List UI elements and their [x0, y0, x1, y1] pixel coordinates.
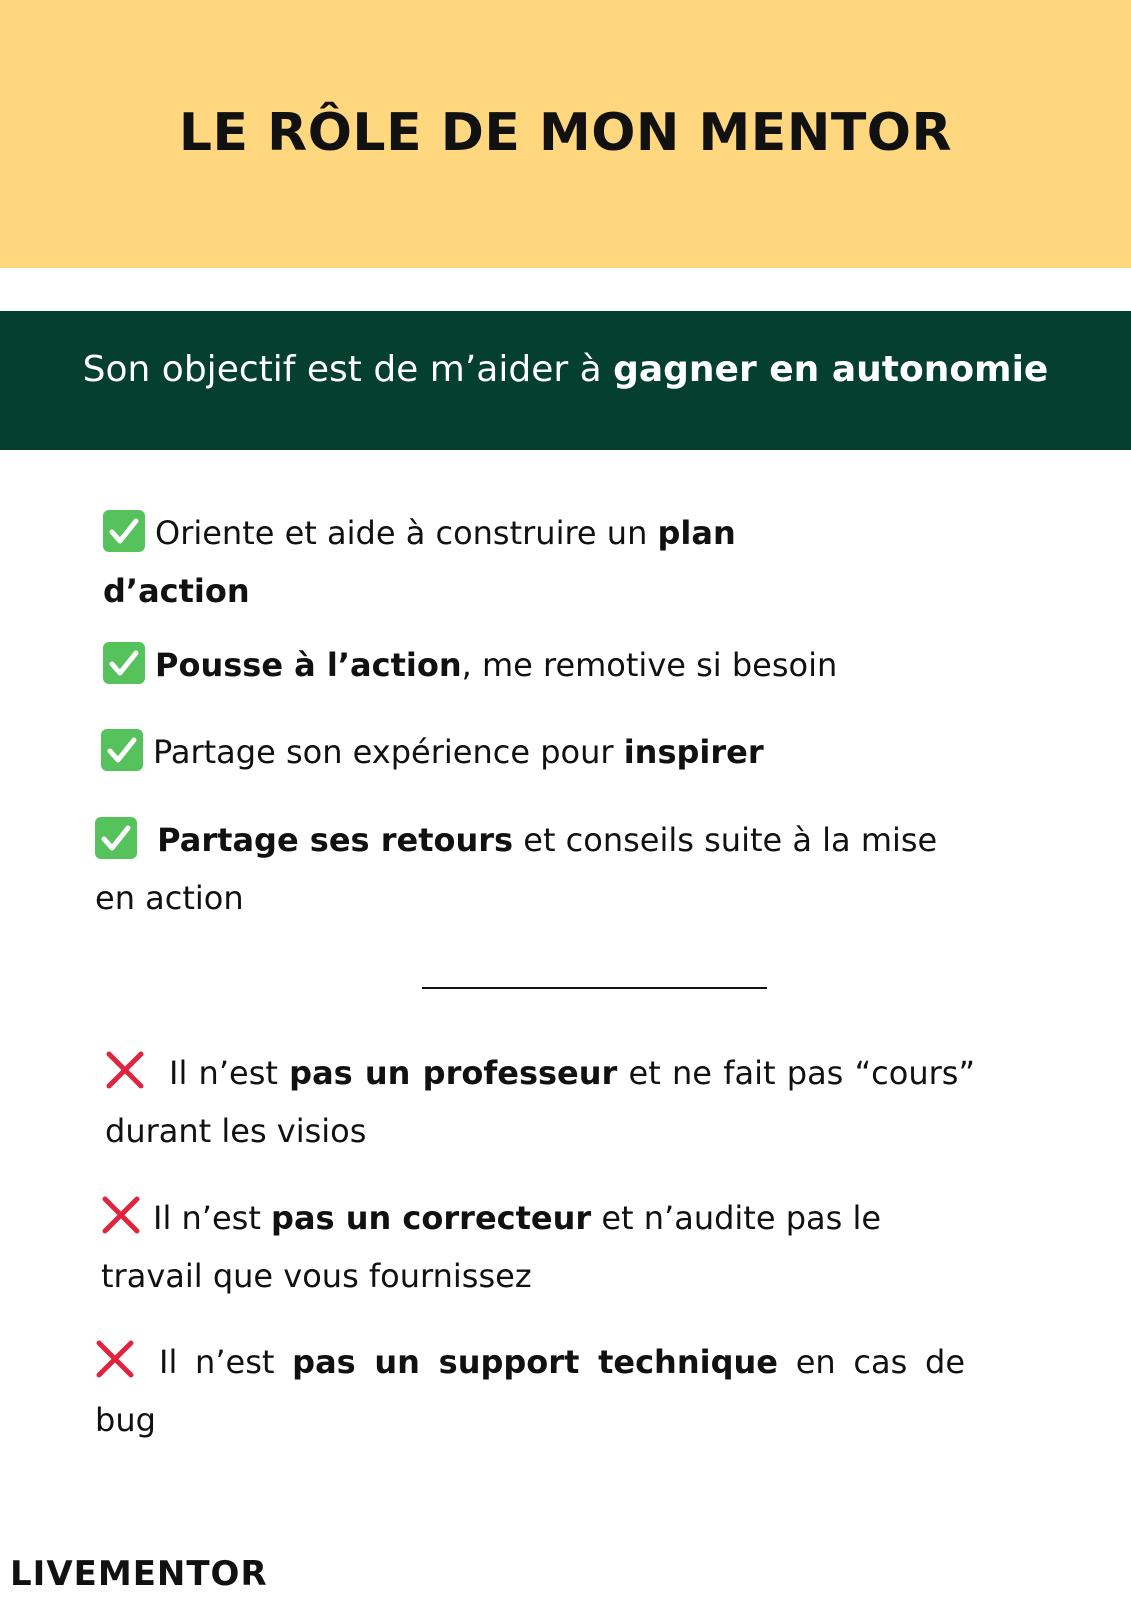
positive-item [103, 636, 1003, 694]
positive-item-text: Oriente et aide à construire un [155, 514, 658, 552]
negative-item-bold: pas un professeur [289, 1054, 618, 1092]
livementor-logo: LIVEMENTOR [10, 1554, 268, 1594]
negative-item [101, 1189, 971, 1305]
negative-item-text: Il n’est [159, 1343, 293, 1381]
negative-item [105, 1044, 975, 1160]
negative-item-text: Il n’est [169, 1054, 290, 1092]
page-title: LE RÔLE DE MON MENTOR [178, 103, 953, 163]
negative-item-text-after: et n’audite pas le travail que vous fournissez [101, 1199, 882, 1295]
positive-item [95, 811, 945, 927]
check-mark-icon [95, 817, 137, 859]
cross-mark-icon [95, 1339, 135, 1379]
negative-item-text-after: et ne fait pas “cours” durant les visios [105, 1054, 976, 1150]
positive-item-text: Partage son expérience pour [153, 733, 624, 771]
check-mark-icon [103, 510, 145, 552]
positive-item-text [147, 821, 157, 859]
positive-item-bold: inspirer [623, 733, 764, 771]
divider [422, 987, 767, 989]
negative-item [95, 1333, 965, 1449]
negative-item-bold: pas un support technique [292, 1343, 778, 1381]
cross-mark-icon [101, 1195, 141, 1235]
positive-item-bold: plan d’action [103, 514, 736, 610]
negative-item-text-after: en cas de bug [95, 1343, 966, 1439]
positive-item-text-after: et conseils suite à la mise en action [95, 821, 938, 917]
subtitle-bold: gagner en autonomie [613, 349, 1049, 390]
negative-item-text: Il n’est [153, 1199, 272, 1237]
subtitle-plain: Son objectif est de m’aider à [82, 349, 614, 390]
cross-mark-icon [105, 1050, 145, 1090]
positive-item-text-after: , me remotive si besoin [461, 646, 838, 684]
positive-item [101, 723, 1001, 781]
positive-item-bold: Pousse à l’action [155, 646, 462, 684]
check-mark-icon [103, 642, 145, 684]
positive-item-bold: Partage ses retours [157, 821, 514, 859]
negative-item-bold: pas un correcteur [271, 1199, 592, 1237]
subtitle [0, 342, 1131, 398]
positive-item [103, 504, 823, 620]
check-mark-icon [101, 729, 143, 771]
